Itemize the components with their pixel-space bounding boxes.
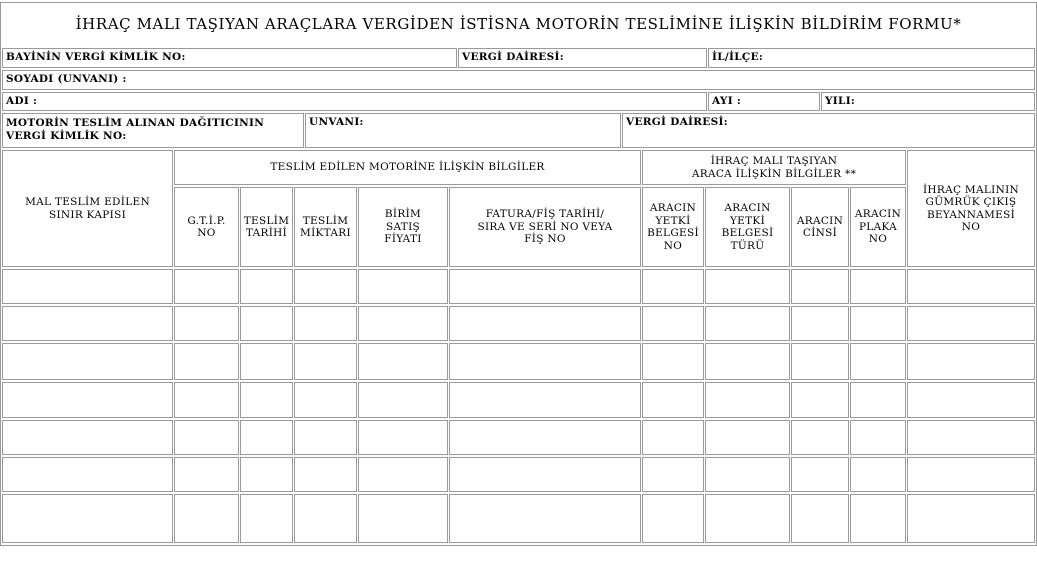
table-cell[interactable] bbox=[2, 306, 173, 341]
table-cell[interactable] bbox=[850, 343, 906, 380]
table-cell[interactable] bbox=[358, 382, 448, 418]
header-text: TESLİM bbox=[243, 214, 290, 227]
dealer-tax-id-field[interactable] bbox=[2, 48, 457, 68]
table-cell[interactable] bbox=[705, 494, 790, 543]
table-cell[interactable] bbox=[705, 306, 790, 341]
table-cell[interactable] bbox=[174, 306, 239, 341]
header-text: BEYANNAMESİ bbox=[926, 208, 1016, 221]
distributor-tax-office-label: VERGİ DAİRESİ: bbox=[626, 116, 728, 128]
header-text: SIRA VE SERİ NO VEYA bbox=[477, 220, 613, 233]
dealer-tax-id-label: BAYİNİN VERGİ KİMLİK NO: bbox=[6, 51, 186, 63]
dealer-tax-office-label: VERGİ DAİRESİ: bbox=[462, 51, 564, 63]
table-cell[interactable] bbox=[358, 494, 448, 543]
month-label: AYI : bbox=[712, 95, 742, 107]
header-text: TARİHİ bbox=[245, 227, 288, 239]
header-text: ARACIN bbox=[649, 202, 697, 214]
table-cell[interactable] bbox=[2, 343, 173, 380]
table-cell[interactable] bbox=[850, 420, 906, 455]
delivery-quantity-header bbox=[294, 187, 357, 267]
header-text: FİYATI bbox=[384, 233, 422, 246]
table-cell[interactable] bbox=[907, 420, 1035, 455]
table-cell[interactable] bbox=[2, 420, 173, 455]
unit-price-header bbox=[358, 187, 448, 267]
plate-no-header bbox=[850, 187, 906, 267]
vehicle-info-group-header bbox=[642, 150, 906, 185]
header-text: FATURA/FİŞ TARİHİ/ bbox=[485, 208, 605, 221]
table-cell[interactable] bbox=[240, 382, 293, 418]
table-cell[interactable] bbox=[2, 382, 173, 418]
table-cell[interactable] bbox=[791, 382, 849, 418]
table-cell[interactable] bbox=[294, 306, 357, 341]
table-cell[interactable] bbox=[449, 343, 641, 380]
header-text: NO bbox=[868, 233, 888, 246]
distributor-tax-id-field[interactable] bbox=[2, 113, 304, 148]
header-text: BELGESİ bbox=[647, 227, 699, 239]
header-text: YETKİ bbox=[655, 214, 691, 227]
table-cell[interactable] bbox=[705, 269, 790, 304]
header-text: TESLİM bbox=[302, 214, 349, 227]
table-cell[interactable] bbox=[174, 343, 239, 380]
header-text: TÜRÜ bbox=[730, 239, 765, 252]
header-text: BELGESİ bbox=[721, 227, 774, 239]
header-text: İHRAÇ MALI TAŞIYAN bbox=[710, 155, 838, 167]
table-cell[interactable] bbox=[294, 457, 357, 492]
table-cell[interactable] bbox=[174, 457, 239, 492]
auth-doc-type-header bbox=[705, 187, 790, 267]
table-cell[interactable] bbox=[850, 494, 906, 543]
table-cell[interactable] bbox=[850, 306, 906, 341]
table-cell[interactable] bbox=[907, 494, 1035, 543]
table-cell[interactable] bbox=[174, 382, 239, 418]
table-cell[interactable] bbox=[358, 457, 448, 492]
header-text: NO bbox=[197, 227, 216, 239]
table-cell[interactable] bbox=[2, 269, 173, 304]
table-cell[interactable] bbox=[294, 494, 357, 543]
table-cell[interactable] bbox=[449, 382, 641, 418]
table-cell[interactable] bbox=[174, 494, 239, 543]
header-text: ARACIN bbox=[724, 202, 771, 214]
table-cell[interactable] bbox=[449, 269, 641, 304]
distributor-tax-id-label-line1: MOTORİN TESLİM ALINAN DAĞITICININ bbox=[6, 117, 265, 129]
table-cell[interactable] bbox=[294, 382, 357, 418]
table-cell[interactable] bbox=[850, 269, 906, 304]
table-cell[interactable] bbox=[791, 420, 849, 455]
table-cell[interactable] bbox=[240, 269, 293, 304]
table-cell[interactable] bbox=[791, 494, 849, 543]
dealer-surname-field[interactable] bbox=[2, 70, 1035, 90]
table-cell[interactable] bbox=[294, 269, 357, 304]
table-cell[interactable] bbox=[907, 343, 1035, 380]
header-text: YETKİ bbox=[729, 214, 766, 227]
header-text: G.T.İ.P. bbox=[187, 214, 226, 227]
table-cell[interactable] bbox=[358, 343, 448, 380]
table-cell[interactable] bbox=[642, 269, 704, 304]
table-cell[interactable] bbox=[449, 494, 641, 543]
dealer-name-field[interactable] bbox=[2, 92, 707, 111]
header-text: ARACIN bbox=[854, 208, 902, 221]
table-cell[interactable] bbox=[2, 494, 173, 543]
table-cell[interactable] bbox=[705, 343, 790, 380]
table-cell[interactable] bbox=[449, 457, 641, 492]
table-cell[interactable] bbox=[642, 457, 704, 492]
header-text: MAL TESLİM EDİLEN bbox=[25, 196, 150, 208]
header-text: NO bbox=[961, 221, 981, 233]
header-text: ARACA İLİŞKİN BİLGİLER ** bbox=[691, 167, 857, 180]
table-cell[interactable] bbox=[642, 420, 704, 455]
border-gate-header bbox=[2, 150, 173, 267]
distributor-tax-id-label-line2: VERGİ KİMLİK NO: bbox=[6, 130, 127, 142]
table-cell[interactable] bbox=[240, 457, 293, 492]
table-cell[interactable] bbox=[240, 343, 293, 380]
table-cell[interactable] bbox=[449, 420, 641, 455]
gtip-header bbox=[174, 187, 239, 267]
table-cell[interactable] bbox=[791, 343, 849, 380]
invoice-header bbox=[449, 187, 641, 267]
dealer-city-field[interactable] bbox=[708, 48, 1035, 68]
fuel-info-group-header bbox=[174, 150, 641, 185]
header-text: FİŞ NO bbox=[524, 233, 566, 246]
auth-doc-no-header bbox=[642, 187, 704, 267]
table-cell[interactable] bbox=[907, 269, 1035, 304]
table-cell[interactable] bbox=[240, 420, 293, 455]
month-field[interactable] bbox=[708, 92, 820, 111]
table-cell[interactable] bbox=[850, 457, 906, 492]
distributor-tax-office-field[interactable] bbox=[622, 113, 1035, 148]
vehicle-type-header bbox=[791, 187, 849, 267]
dealer-surname-label: SOYADI (UNVANI) : bbox=[6, 73, 127, 85]
table-cell[interactable] bbox=[642, 343, 704, 380]
table-cell[interactable] bbox=[294, 343, 357, 380]
header-text: PLAKA bbox=[858, 220, 898, 233]
form-title: İHRAÇ MALI TAŞIYAN ARAÇLARA VERGİDEN İSTİSNA MOTORİN TESLİMİNE İLİŞKİN BİLDİRİM FORMU* bbox=[2, 4, 1035, 44]
table-cell[interactable] bbox=[907, 382, 1035, 418]
table-cell[interactable] bbox=[449, 306, 641, 341]
distributor-title-field[interactable] bbox=[305, 113, 621, 148]
year-label: YILI: bbox=[825, 95, 856, 107]
header-text: SINIR KAPISI bbox=[48, 208, 127, 221]
table-cell[interactable] bbox=[642, 306, 704, 341]
header-text: BİRİM bbox=[384, 208, 422, 221]
dealer-tax-office-field[interactable] bbox=[458, 48, 707, 68]
table-cell[interactable] bbox=[705, 420, 790, 455]
table-cell[interactable] bbox=[850, 382, 906, 418]
customs-declaration-header bbox=[907, 150, 1035, 267]
table-cell[interactable] bbox=[2, 457, 173, 492]
table-cell[interactable] bbox=[174, 420, 239, 455]
table-cell[interactable] bbox=[705, 457, 790, 492]
header-text: SATIŞ bbox=[385, 220, 421, 233]
table-cell[interactable] bbox=[294, 420, 357, 455]
table-cell[interactable] bbox=[358, 269, 448, 304]
table-cell[interactable] bbox=[791, 457, 849, 492]
distributor-title-label: UNVANI: bbox=[309, 116, 364, 128]
table-cell[interactable] bbox=[642, 494, 704, 543]
delivery-date-header bbox=[240, 187, 293, 267]
table-cell[interactable] bbox=[358, 420, 448, 455]
header-text: CİNSİ bbox=[802, 227, 838, 239]
table-cell[interactable] bbox=[358, 306, 448, 341]
header-text: MİKTARI bbox=[300, 227, 351, 239]
table-cell[interactable] bbox=[907, 306, 1035, 341]
header-text: NO bbox=[663, 239, 683, 252]
header-text: İHRAÇ MALININ bbox=[922, 183, 1020, 196]
table-cell[interactable] bbox=[791, 269, 849, 304]
table-cell[interactable] bbox=[642, 382, 704, 418]
table-cell[interactable] bbox=[907, 457, 1035, 492]
table-cell[interactable] bbox=[705, 382, 790, 418]
table-cell[interactable] bbox=[240, 306, 293, 341]
header-text: ARACIN bbox=[796, 214, 844, 227]
table-cell[interactable] bbox=[791, 306, 849, 341]
dealer-city-label: İL/İLÇE: bbox=[712, 51, 764, 63]
header-text: GÜMRÜK ÇIKIŞ bbox=[925, 196, 1017, 208]
year-field[interactable] bbox=[821, 92, 1035, 111]
dealer-name-label: ADI : bbox=[6, 95, 38, 107]
header-text: TESLİM EDİLEN MOTORİNE İLİŞKİN BİLGİLER bbox=[270, 161, 545, 174]
table-cell[interactable] bbox=[174, 269, 239, 304]
table-cell[interactable] bbox=[240, 494, 293, 543]
